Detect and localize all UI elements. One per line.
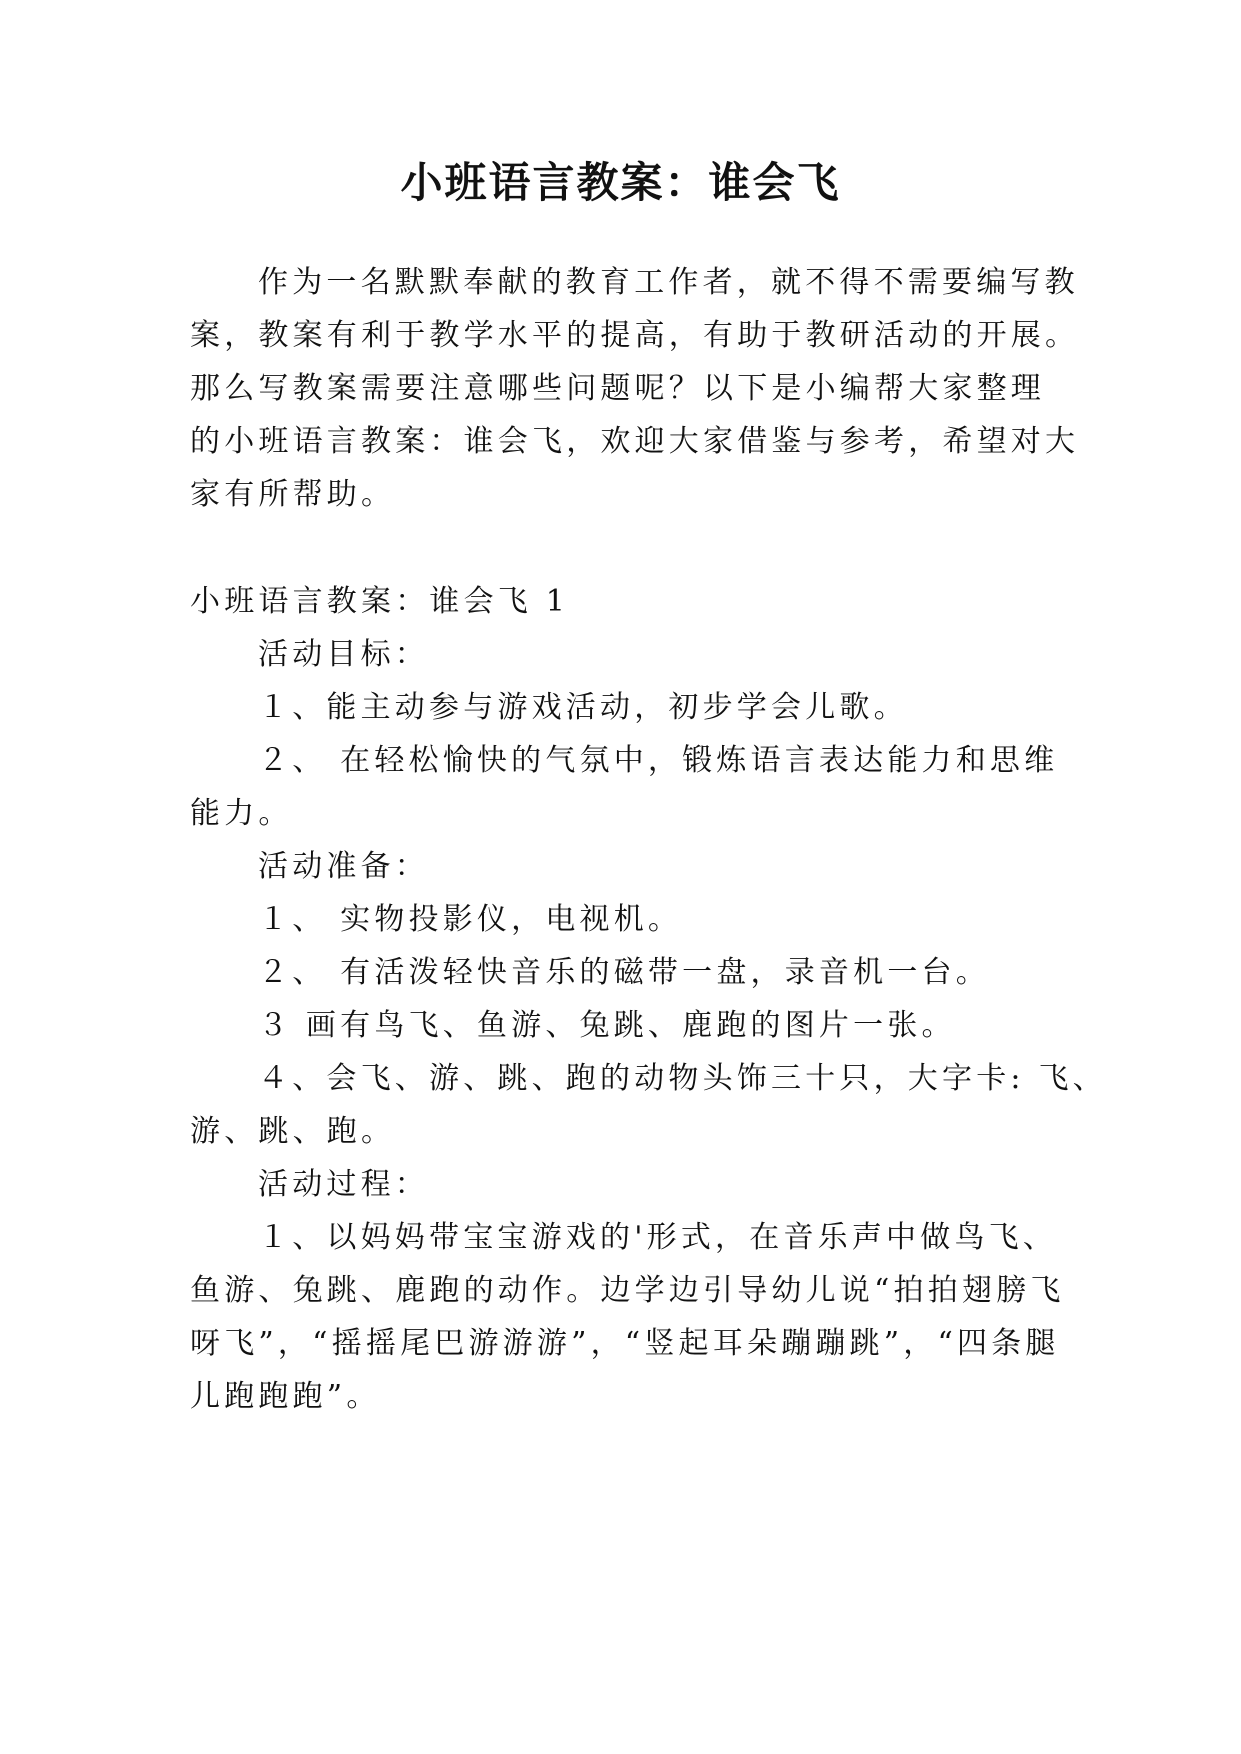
document-title: 小班语言教案：谁会飞 bbox=[400, 158, 841, 207]
prep-line-4: ４、会飞、游、跳、跑的动物头饰三十只，大字卡: 飞、 bbox=[258, 1061, 1107, 1096]
prep-line-5: 游、跳、跑。 bbox=[190, 1114, 396, 1149]
goal-line-1: １、能主动参与游戏活动，初步学会儿歌。 bbox=[258, 690, 908, 725]
intro-line-5: 家有所帮助。 bbox=[190, 477, 396, 512]
process-heading: 活动过程： bbox=[258, 1167, 429, 1202]
process-line-1: １、以妈妈带宝宝游戏的'形式，在音乐声中做鸟飞、 bbox=[258, 1220, 1058, 1255]
prep-line-2: ２、 有活泼轻快音乐的磁带一盘，录音机一台。 bbox=[258, 955, 990, 990]
goals-heading: 活动目标： bbox=[258, 637, 429, 672]
section-heading: 小班语言教案：谁会飞 1 bbox=[190, 584, 570, 619]
intro-line-2: 案，教案有利于教学水平的提高，有助于教研活动的开展。 bbox=[190, 318, 1080, 353]
process-line-3: 呀飞”，“摇摇尾巴游游游”，“竖起耳朵蹦蹦跳”，“四条腿 bbox=[190, 1326, 1060, 1361]
process-line-4: 儿跑跑跑”。 bbox=[190, 1379, 381, 1414]
intro-line-1: 作为一名默默奉献的教育工作者，就不得不需要编写教 bbox=[258, 265, 1079, 300]
goal-line-3: 能力。 bbox=[190, 796, 293, 831]
prep-line-1: １、 实物投影仪，电视机。 bbox=[258, 902, 683, 937]
process-line-2: 鱼游、兔跳、鹿跑的动作。边学边引导幼儿说“拍拍翅膀飞 bbox=[190, 1273, 1065, 1308]
intro-line-4: 的小班语言教案：谁会飞，欢迎大家借鉴与参考，希望对大 bbox=[190, 424, 1080, 459]
goal-line-2: ２、 在轻松愉快的气氛中，锻炼语言表达能力和思维 bbox=[258, 743, 1059, 778]
intro-line-3: 那么写教案需要注意哪些问题呢？以下是小编帮大家整理 bbox=[190, 371, 1045, 406]
prep-line-3: ３ 画有鸟飞、鱼游、兔跳、鹿跑的图片一张。 bbox=[258, 1008, 956, 1043]
prep-heading: 活动准备： bbox=[258, 849, 429, 884]
